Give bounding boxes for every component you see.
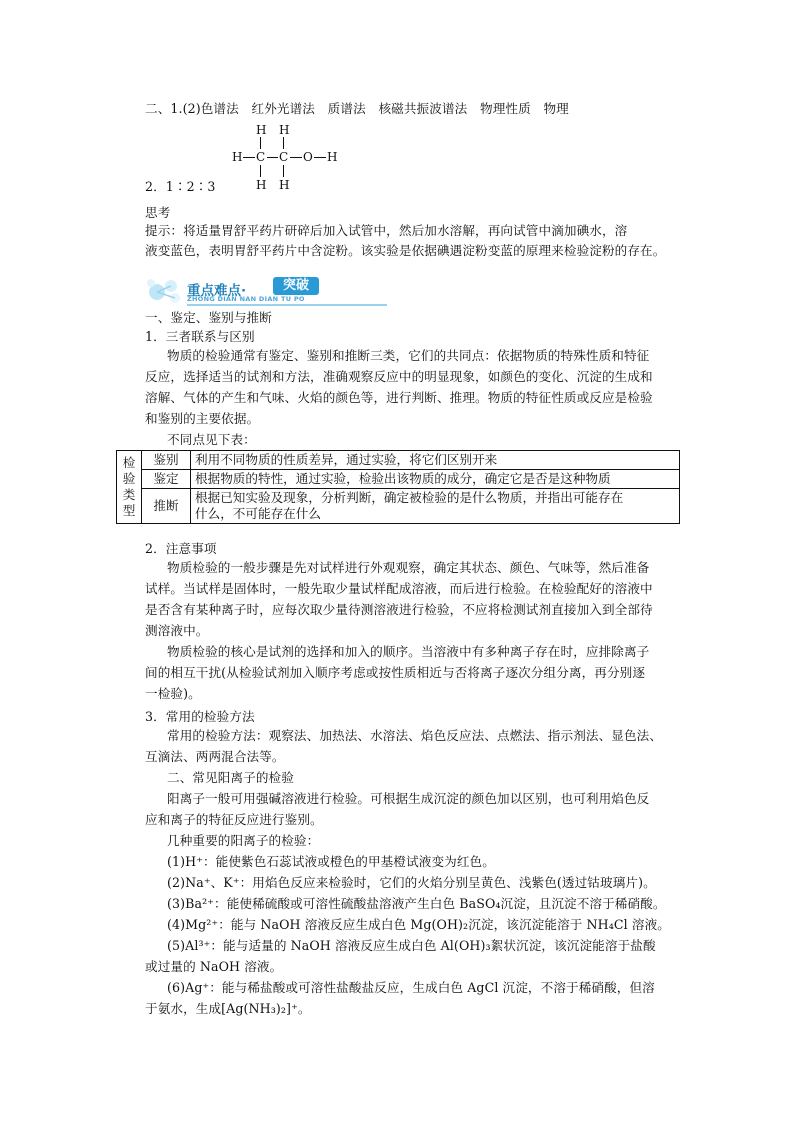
list-item: (6)Ag⁺：能与稀盐酸或可溶性盐酸盐反应，生成白色 AgCl 沉淀，不溶于稀硝酸，但溶 xyxy=(167,980,655,995)
table-cell-name: 鉴定 xyxy=(142,470,191,489)
section-heading: 一、鉴定、鉴别与推断 xyxy=(145,310,272,325)
table-row xyxy=(117,470,680,489)
type-label-cell: 检 验 类 型 xyxy=(117,451,142,524)
subsection-heading: 2．注意事项 xyxy=(145,541,217,556)
paragraph-line: 物质的检验通常有鉴定、鉴别和推断三类，它们的共同点：依据物质的特殊性质和特征 xyxy=(167,348,650,363)
table-cell-name: 推断 xyxy=(142,489,191,524)
list-item: (4)Mg²⁺：能与 NaOH 溶液反应生成白色 Mg(OH)₂沉淀，该沉淀能溶于 NH₄Cl 溶液。 xyxy=(167,917,670,932)
atom-h: H xyxy=(256,178,267,192)
list-item: 于氨水，生成[Ag(NH₃)₂]⁺。 xyxy=(145,1001,311,1016)
paragraph-line: 是否含有某种离子时，应每次取少量待测溶液进行检验，不应将检测试剂直接加入到全部待 xyxy=(145,602,653,617)
atom-h: H xyxy=(279,123,290,137)
comparison-table xyxy=(116,450,680,524)
banner-divider xyxy=(187,304,387,306)
molecule-icon xyxy=(145,276,185,306)
list-item: (2)Na⁺、K⁺：用焰色反应来检验时，它们的火焰分别呈黄色、浅紫色(透过钴玻璃片)。 xyxy=(167,875,656,890)
paragraph-line: 应和离子的特征反应进行鉴别。 xyxy=(145,812,323,827)
paragraph-line: 常用的检验方法：观察法、加热法、水溶法、焰色反应法、点燃法、指示剂法、显色法、 xyxy=(167,728,663,743)
table-cell-desc: 根据已知实验及现象，分析判断，确定被检验的是什么物质，并指出可能存在 什么，不可能存在什么 xyxy=(191,489,680,524)
paragraph-line: 测溶液中。 xyxy=(145,623,209,638)
paragraph-line: 一检验)。 xyxy=(145,686,201,701)
think-text: 液变蓝色，表明胃舒平药片中含淀粉。该实验是依据碘遇淀粉变蓝的原理来检验淀粉的存在。 xyxy=(145,243,666,258)
atom-h: H xyxy=(256,123,267,137)
paragraph-line: 物质检验的一般步骤是先对试样进行外观观察，确定其状态、颜色、气味等，然后准备 xyxy=(167,560,650,575)
answer-line-2: 2．1∶2∶3 xyxy=(145,179,216,194)
atom-o: O xyxy=(303,150,313,164)
think-heading: 思考 xyxy=(145,205,171,220)
table-row xyxy=(117,451,680,470)
paragraph-line: 反应，选择适当的试剂和方法，准确观察反应中的明显现象，如颜色的变化、沉淀的生成和 xyxy=(145,369,653,384)
list-item: (1)H⁺：能使紫色石蕊试液或橙色的甲基橙试液变为红色。 xyxy=(167,854,495,869)
paragraph-line: 不同点见下表： xyxy=(167,432,256,447)
ethanol-structural-formula xyxy=(230,124,340,196)
section-banner xyxy=(145,276,345,306)
atom-h: H xyxy=(232,150,243,164)
paragraph-line: 阳离子一般可用强碱溶液进行检验。可根据生成沉淀的颜色加以区别，也可利用焰色反 xyxy=(167,791,650,806)
table-cell-name: 鉴别 xyxy=(142,451,191,470)
banner-highlight: 突破 xyxy=(273,277,319,295)
atom-h: H xyxy=(279,178,290,192)
paragraph-line: 和鉴别的主要依据。 xyxy=(145,411,260,426)
table-cell-desc: 利用不同物质的性质差异，通过实验，将它们区别开来 xyxy=(191,451,680,470)
think-text: 提示：将适量胃舒平药片研碎后加入试管中，然后加水溶解，再向试管中滴加碘水，溶 xyxy=(145,223,628,238)
list-item: (3)Ba²⁺：能使稀硫酸或可溶性硫酸盐溶液产生白色 BaSO₄沉淀，且沉淀不溶于稀硝酸。 xyxy=(167,896,666,911)
paragraph-line: 互滴法、两两混合法等。 xyxy=(145,749,285,764)
table-row xyxy=(117,489,680,524)
banner-subtitle: ZHONG DIAN NAN DIAN TU PO xyxy=(187,295,305,303)
list-item: 或过量的 NaOH 溶液。 xyxy=(145,959,283,974)
atom-c: C xyxy=(256,150,266,164)
table-cell-desc: 根据物质的特性，通过实验，检验出该物质的成分，确定它是否是这种物质 xyxy=(191,470,680,489)
paragraph-line: 试样。当试样是固体时，一般先取少量试样配成溶液，而后进行检验。在检验配好的溶液中 xyxy=(145,581,653,596)
subsection-heading: 1．三者联系与区别 xyxy=(145,329,255,344)
atom-c: C xyxy=(279,150,289,164)
banner-title: 重点难点· xyxy=(187,283,247,299)
list-item: (5)Al³⁺：能与适量的 NaOH 溶液反应生成白色 Al(OH)₃絮状沉淀，该沉淀能溶于盐酸 xyxy=(167,938,656,953)
answer-line-1: 二、1.(2)色谱法 红外光谱法 质谱法 核磁共振波谱法 物理性质 物理 xyxy=(145,101,569,116)
paragraph-line: 溶解、气体的产生和气味、火焰的颜色等，进行判断、推理。物质的特征性质或反应是检验 xyxy=(145,390,653,405)
paragraph-line: 几种重要的阳离子的检验： xyxy=(167,833,320,848)
section-heading: 二、常见阳离子的检验 xyxy=(167,770,294,785)
paragraph-line: 物质检验的核心是试剂的选择和加入的顺序。当溶液中有多种离子存在时，应排除离子 xyxy=(167,644,650,659)
atom-h: H xyxy=(327,150,338,164)
paragraph-line: 间的相互干扰(从检验试剂加入顺序考虑或按性质相近与否将离子逐次分组分离，再分别逐 xyxy=(145,665,646,680)
subsection-heading: 3．常用的检验方法 xyxy=(145,709,255,724)
